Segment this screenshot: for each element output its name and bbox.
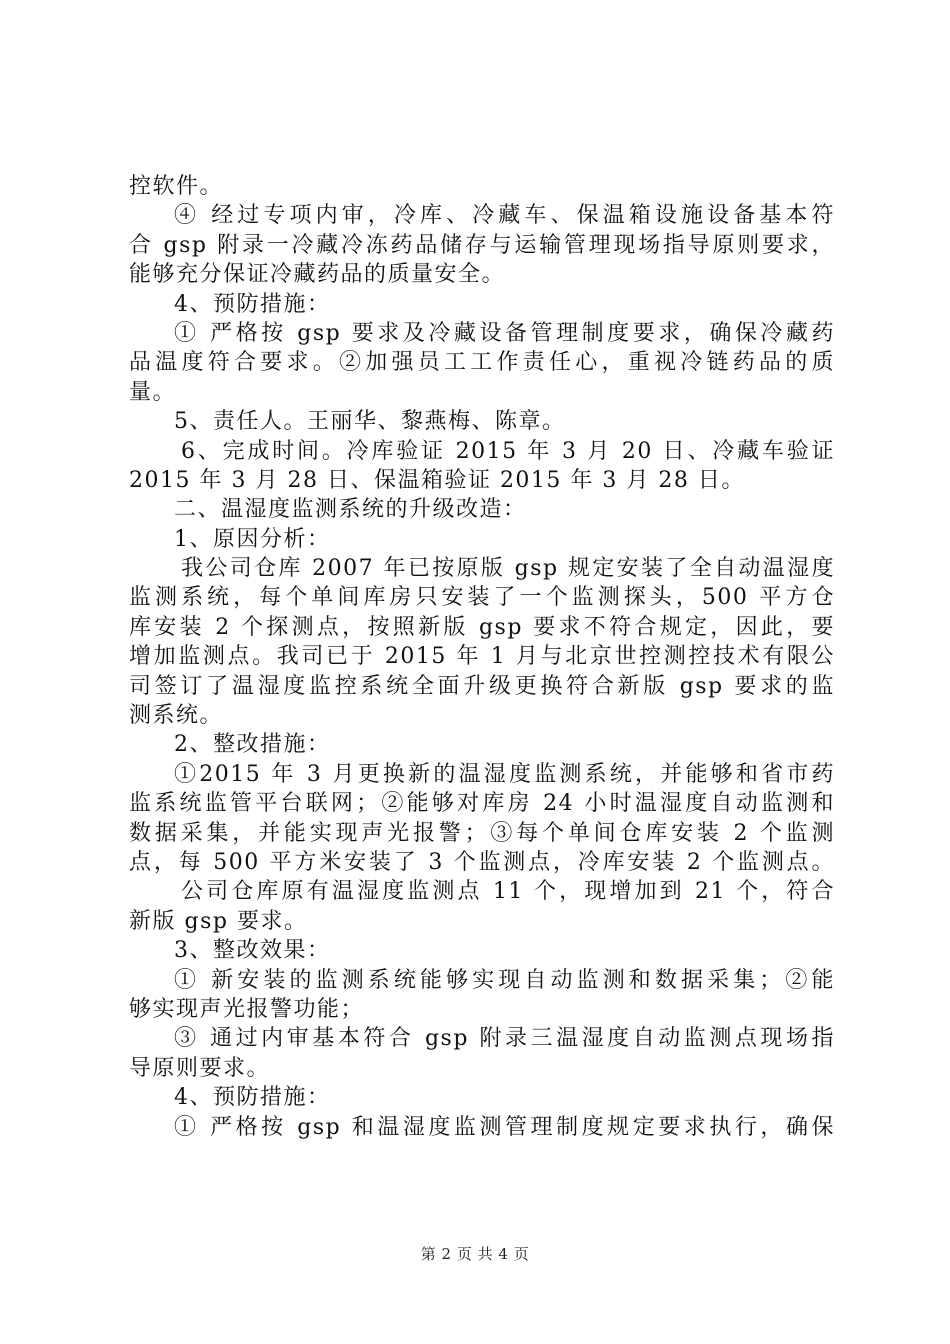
text-line: ③ 通过内审基本符合 gsp 附录三温湿度自动监测点现场指 <box>174 1026 835 1052</box>
text-line: 2015 年 3 月 28 日、保温箱验证 2015 年 3 月 28 日。 <box>129 467 745 493</box>
page-footer: 第 2 页 共 4 页 <box>420 1245 530 1263</box>
text-line: ①2015 年 3 月更换新的温湿度监测系统，并能够和省市药 <box>174 761 835 787</box>
text-line: 3、整改效果： <box>174 938 331 964</box>
text-line: 能够充分保证冷藏药品的质量安全。 <box>129 262 506 288</box>
text-line: 5、责任人。王丽华、黎燕梅、陈章。 <box>174 409 566 435</box>
text-line: 控软件。 <box>129 174 224 199</box>
text-line: 合 gsp 附录一冷藏冷冻药品储存与运输管理现场指导原则要求， <box>129 232 835 258</box>
text-line: 新版 gsp 要求。 <box>129 908 308 934</box>
text-line: ① 严格按 gsp 和温湿度监测管理制度规定要求执行，确保 <box>174 1114 835 1140</box>
text-line: 增加监测点。我司已于 2015 年 1 月与北京世控测控技术有限公 <box>129 644 835 670</box>
text-line: 量。 <box>129 379 177 405</box>
text-line: 司签订了温湿度监控系统全面升级更换符合新版 gsp 要求的监 <box>129 673 835 699</box>
text-line: ① 新安装的监测系统能够实现自动监测和数据采集；②能 <box>174 967 835 993</box>
text-line: 4、预防措施： <box>174 1085 331 1111</box>
text-line: 1、原因分析： <box>174 526 331 552</box>
text-line: 6、完成时间。冷库验证 2015 年 3 月 20 日、冷藏车验证 <box>181 438 835 464</box>
text-line: 品温度符合要求。②加强员工工作责任心，重视冷链药品的质 <box>129 350 835 376</box>
text-line: 公司仓库原有温湿度监测点 11 个，现增加到 21 个，符合 <box>181 879 835 905</box>
text-line: 监系统监管平台联网；②能够对库房 24 小时温湿度自动监测和 <box>129 791 835 817</box>
body-text <box>129 172 835 1142</box>
text-line: ① 严格按 gsp 要求及冷藏设备管理制度要求，确保冷藏药 <box>174 320 835 346</box>
text-line: 够实现声光报警功能； <box>129 996 365 1022</box>
text-line: 数据采集，并能实现声光报警；③每个单间仓库安装 2 个监测 <box>129 820 835 846</box>
text-line: 监测系统，每个单间库房只安装了一个监测探头，500 平方仓 <box>129 585 835 611</box>
text-line: 导原则要求。 <box>129 1055 271 1081</box>
text-line: 我公司仓库 2007 年已按原版 gsp 规定安装了全自动温湿度 <box>181 556 835 582</box>
text-line: 库安装 2 个探测点，按照新版 gsp 要求不符合规定，因此，要 <box>129 614 835 640</box>
text-line: 二、温湿度监测系统的升级改造： <box>174 497 527 523</box>
text-line: 测系统。 <box>129 703 224 729</box>
text-line: ④ 经过专项内审，冷库、冷藏车、保温箱设施设备基本符 <box>174 203 835 229</box>
text-line: 点，每 500 平方米安装了 3 个监测点，冷库安装 2 个监测点。 <box>129 849 835 875</box>
text-line: 2、整改措施： <box>174 732 331 758</box>
text-line: 4、预防措施： <box>174 291 331 317</box>
